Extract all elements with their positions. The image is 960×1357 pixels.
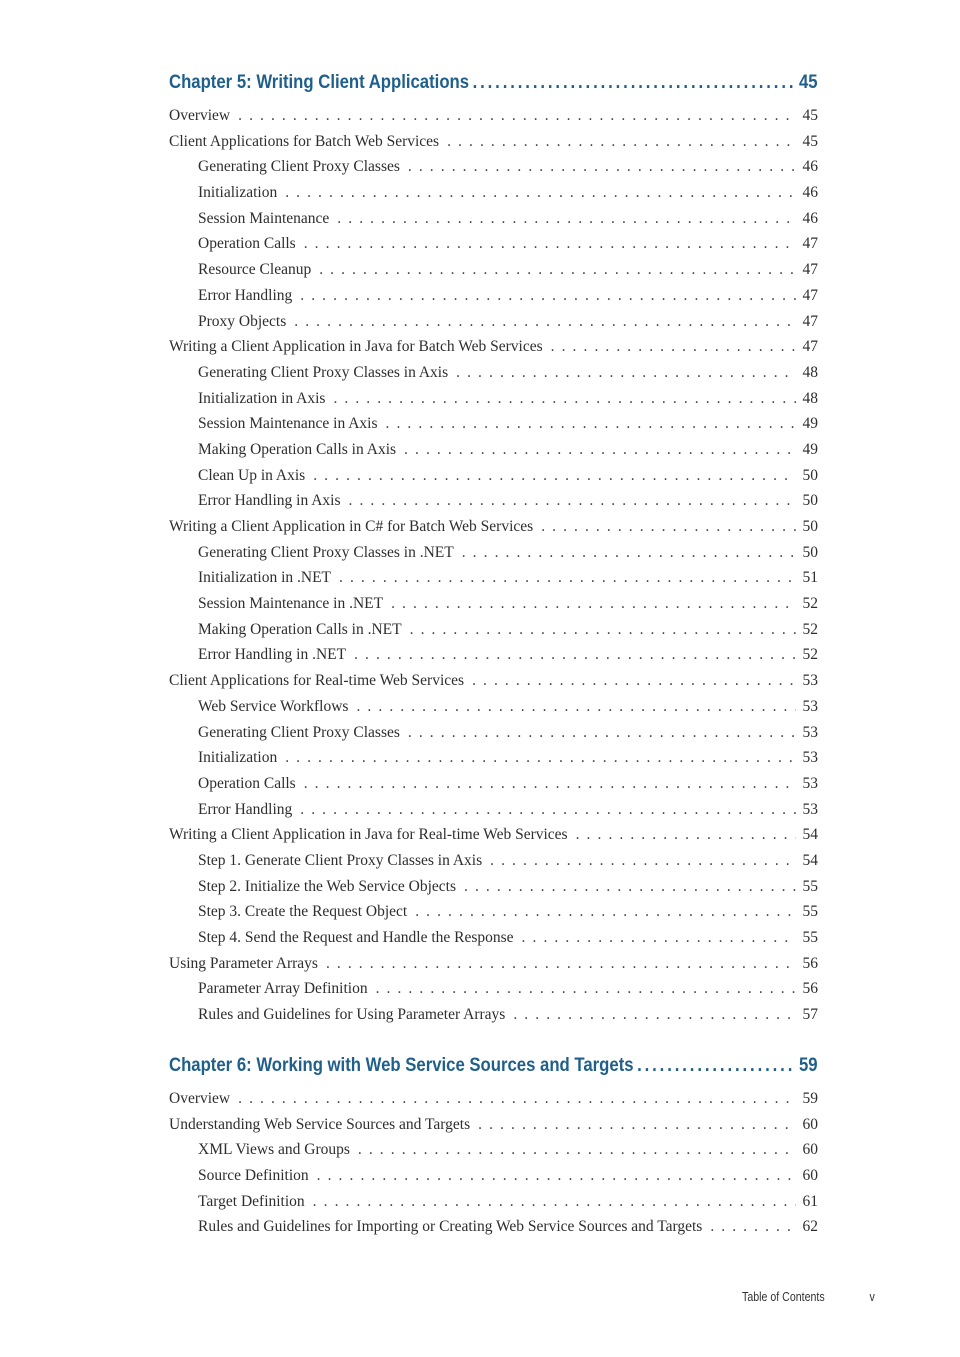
toc-entry[interactable] xyxy=(169,878,818,904)
toc-entry[interactable] xyxy=(169,287,818,313)
toc-entry-label: Initialization xyxy=(198,749,278,767)
dot-leader xyxy=(404,441,796,459)
toc-entry[interactable] xyxy=(169,801,818,827)
dot-leader xyxy=(541,518,796,536)
toc-entry-page: 49 xyxy=(802,440,818,458)
toc-entry-label: Step 3. Create the Request Object xyxy=(198,903,408,921)
dot-leader xyxy=(285,749,796,767)
toc-entry-label: XML Views and Groups xyxy=(198,1141,350,1159)
toc-entry-page: 47 xyxy=(802,261,818,279)
dot-leader xyxy=(408,724,796,742)
toc-entry-label: Making Operation Calls in Axis xyxy=(198,440,397,458)
toc-entry-label: Initialization xyxy=(198,184,278,202)
toc-entry-label: Web Service Workflows xyxy=(198,697,349,715)
toc-entry-page: 59 xyxy=(802,1090,818,1107)
toc-entry-label: Step 4. Send the Request and Handle the Response xyxy=(198,929,514,946)
toc-entry-label: Session Maintenance in Axis xyxy=(198,415,378,433)
dot-leader xyxy=(415,903,796,921)
toc-entry[interactable] xyxy=(169,903,818,929)
toc-entry-page: 52 xyxy=(802,595,818,613)
toc-entry-page: 45 xyxy=(802,132,818,150)
dot-leader xyxy=(317,1167,796,1185)
toc-entry-label: Operation Calls xyxy=(198,235,296,253)
dot-leader xyxy=(408,158,796,176)
toc-entry-label: Error Handling xyxy=(198,286,293,304)
toc-entry-label: Parameter Array Definition xyxy=(198,980,368,998)
toc-entry[interactable] xyxy=(169,826,818,852)
toc-entry[interactable] xyxy=(169,621,818,647)
dot-leader xyxy=(339,569,796,587)
toc-entry-page: 52 xyxy=(802,646,818,664)
toc-entry-label: Using Parameter Arrays xyxy=(169,954,318,972)
toc-entry-label: Operation Calls xyxy=(198,774,296,792)
toc-entry-page: 60 xyxy=(802,1141,818,1159)
toc-entry[interactable] xyxy=(169,646,818,672)
chapter-heading[interactable] xyxy=(169,72,818,94)
dot-leader xyxy=(337,210,796,228)
toc-entry-page: 51 xyxy=(802,569,818,587)
toc-entry[interactable] xyxy=(169,184,818,210)
chapter-5-section xyxy=(169,72,818,1032)
dot-leader xyxy=(522,929,796,947)
toc-entry-page: 47 xyxy=(802,286,818,304)
toc-entry-page: 53 xyxy=(802,800,818,818)
toc-entry-page: 53 xyxy=(802,672,818,690)
toc-entry-page: 56 xyxy=(802,954,818,972)
toc-entry-label: Step 1. Generate Client Proxy Classes in Axis xyxy=(198,851,483,869)
toc-entry-label: Error Handling in Axis xyxy=(198,492,341,510)
toc-entry[interactable] xyxy=(169,313,818,339)
toc-entry[interactable] xyxy=(169,544,818,570)
toc-entry-page: 49 xyxy=(802,415,818,433)
toc-entry[interactable] xyxy=(169,261,818,287)
toc-entry-label: Rules and Guidelines for Importing or Creating Web Service Sources and Targets xyxy=(198,1218,703,1236)
toc-entry[interactable] xyxy=(169,595,818,621)
chapter-5-entries xyxy=(169,107,818,1032)
toc-entry[interactable] xyxy=(169,441,818,467)
dot-leader xyxy=(313,1193,796,1211)
toc-entry[interactable] xyxy=(169,749,818,775)
toc-entry-page: 48 xyxy=(802,363,818,381)
toc-entry-page: 62 xyxy=(802,1218,818,1236)
toc-entry[interactable] xyxy=(169,955,818,981)
toc-entry-label: Target Definition xyxy=(198,1192,305,1210)
toc-entry-page: 55 xyxy=(802,929,818,946)
chapter-heading[interactable] xyxy=(169,1055,818,1077)
dot-leader xyxy=(319,261,796,279)
chapter-page: 45 xyxy=(798,72,818,93)
dot-leader xyxy=(356,698,796,716)
toc-entry[interactable] xyxy=(169,338,818,364)
toc-entry-page: 53 xyxy=(802,697,818,715)
toc-entry-page: 45 xyxy=(802,107,818,124)
dot-leader xyxy=(637,1055,795,1077)
dot-leader xyxy=(285,184,796,202)
toc-entry-page: 57 xyxy=(802,1006,818,1024)
toc-entry-page: 46 xyxy=(802,209,818,227)
toc-entry-page: 60 xyxy=(802,1115,818,1133)
toc-entry-page: 56 xyxy=(802,980,818,998)
dot-leader xyxy=(300,801,796,819)
toc-entry[interactable] xyxy=(169,852,818,878)
toc-entry-page: 61 xyxy=(802,1192,818,1210)
dot-leader xyxy=(238,107,796,125)
toc-entry[interactable] xyxy=(169,1090,818,1116)
toc-entry[interactable] xyxy=(169,390,818,416)
dot-leader xyxy=(313,467,796,485)
toc-entry-page: 50 xyxy=(802,492,818,510)
dot-leader xyxy=(462,544,796,562)
toc-entry[interactable] xyxy=(169,107,818,133)
dot-leader xyxy=(294,313,796,331)
toc-entry[interactable] xyxy=(169,672,818,698)
toc-entry[interactable] xyxy=(169,1006,818,1032)
toc-entry[interactable] xyxy=(169,724,818,750)
toc-entry-page: 50 xyxy=(802,543,818,561)
chapter-title: Chapter 5: Writing Client Applications xyxy=(169,72,470,93)
dot-leader xyxy=(710,1218,796,1236)
dot-leader xyxy=(473,72,796,94)
dot-leader xyxy=(333,390,796,408)
toc-entry[interactable] xyxy=(169,1193,818,1219)
toc-entry-label: Step 2. Initialize the Web Service Objects xyxy=(198,877,457,895)
toc-entry[interactable] xyxy=(169,1218,818,1244)
page-footer xyxy=(742,1290,875,1304)
toc-entry-label: Generating Client Proxy Classes in Axis xyxy=(198,363,449,381)
toc-entry[interactable] xyxy=(169,698,818,724)
dot-leader xyxy=(513,1006,796,1024)
dot-leader xyxy=(304,235,796,253)
footer-page-number: v xyxy=(869,1290,875,1304)
toc-entry[interactable] xyxy=(169,518,818,544)
dot-leader xyxy=(354,646,796,664)
toc-entry-label: Generating Client Proxy Classes xyxy=(198,723,400,741)
dot-leader xyxy=(376,980,796,998)
dot-leader xyxy=(551,338,796,356)
toc-entry-label: Writing a Client Application in Java for Real-time Web Services xyxy=(169,826,568,844)
toc-entry-page: 48 xyxy=(802,389,818,407)
toc-entry[interactable] xyxy=(169,1167,818,1193)
toc-entry[interactable] xyxy=(169,210,818,236)
toc-entry[interactable] xyxy=(169,569,818,595)
toc-entry-page: 55 xyxy=(802,877,818,895)
dot-leader xyxy=(490,852,796,870)
toc-entry-label: Client Applications for Real-time Web Services xyxy=(169,672,465,690)
dot-leader xyxy=(576,826,796,844)
toc-entry-page: 53 xyxy=(802,723,818,741)
toc-entry-label: Generating Client Proxy Classes xyxy=(198,158,400,176)
toc-entry-label: Writing a Client Application in C# for Batch Web Services xyxy=(169,518,534,535)
toc-entry-label: Client Applications for Batch Web Services xyxy=(169,132,440,150)
toc-entry[interactable] xyxy=(169,364,818,390)
toc-entry[interactable] xyxy=(169,1141,818,1167)
toc-entry[interactable] xyxy=(169,158,818,184)
toc-entry-page: 53 xyxy=(802,749,818,767)
toc-entry-page: 50 xyxy=(802,518,818,535)
dot-leader xyxy=(478,1116,796,1134)
dot-leader xyxy=(447,133,796,151)
toc-entry-label: Error Handling xyxy=(198,800,293,818)
dot-leader xyxy=(391,595,796,613)
toc-entry-page: 52 xyxy=(802,620,818,638)
toc-entry-label: Rules and Guidelines for Using Parameter Arrays xyxy=(198,1006,506,1024)
toc-entry-page: 60 xyxy=(802,1167,818,1185)
dot-leader xyxy=(358,1141,796,1159)
chapter-6-section xyxy=(169,1055,818,1244)
toc-entry-page: 47 xyxy=(802,338,818,356)
dot-leader xyxy=(326,955,796,973)
dot-leader xyxy=(304,775,796,793)
toc-entry-page: 54 xyxy=(802,851,818,869)
toc-entry-page: 46 xyxy=(802,184,818,202)
toc-entry-page: 54 xyxy=(802,826,818,844)
toc-entry-page: 46 xyxy=(802,158,818,176)
toc-entry-label: Resource Cleanup xyxy=(198,261,312,279)
toc-entry[interactable] xyxy=(169,775,818,801)
toc-entry[interactable] xyxy=(169,492,818,518)
toc-entry-label: Overview xyxy=(169,107,231,124)
toc-entry-label: Initialization in .NET xyxy=(198,569,332,587)
dot-leader xyxy=(472,672,796,690)
dot-leader xyxy=(386,415,796,433)
toc-entry-label: Session Maintenance in .NET xyxy=(198,595,384,613)
toc-entry-label: Clean Up in Axis xyxy=(198,466,306,484)
toc-entry-label: Writing a Client Application in Java for Batch Web Services xyxy=(169,338,543,356)
toc-entry-label: Generating Client Proxy Classes in .NET xyxy=(198,543,454,561)
chapter-6-entries xyxy=(169,1090,818,1244)
toc-entry-label: Error Handling in .NET xyxy=(198,646,347,664)
toc-entry-label: Session Maintenance xyxy=(198,209,330,227)
dot-leader xyxy=(300,287,796,305)
toc-entry-label: Initialization in Axis xyxy=(198,389,326,407)
chapter-page: 59 xyxy=(798,1055,818,1076)
toc-entry[interactable] xyxy=(169,415,818,441)
toc-entry-label: Making Operation Calls in .NET xyxy=(198,620,402,638)
toc-entry-label: Understanding Web Service Sources and Targets xyxy=(169,1115,471,1133)
toc-entry-page: 53 xyxy=(802,774,818,792)
dot-leader xyxy=(410,621,796,639)
toc-entry-label: Proxy Objects xyxy=(198,312,287,330)
toc-entry-page: 47 xyxy=(802,312,818,330)
toc-entry-label: Overview xyxy=(169,1090,231,1107)
toc-entry-page: 55 xyxy=(802,903,818,921)
toc-entry[interactable] xyxy=(169,1116,818,1142)
toc-entry[interactable] xyxy=(169,980,818,1006)
dot-leader xyxy=(464,878,796,896)
toc-entry-page: 47 xyxy=(802,235,818,253)
dot-leader xyxy=(238,1090,796,1108)
chapter-title: Chapter 6: Working with Web Service Sources and Targets xyxy=(169,1055,634,1076)
toc-entry[interactable] xyxy=(169,133,818,159)
toc-entry[interactable] xyxy=(169,929,818,955)
dot-leader xyxy=(456,364,796,382)
toc-entry[interactable] xyxy=(169,467,818,493)
footer-section-title: Table of Contents xyxy=(742,1290,825,1304)
dot-leader xyxy=(349,492,797,510)
toc-entry-label: Source Definition xyxy=(198,1167,309,1185)
toc-entry[interactable] xyxy=(169,235,818,261)
toc-entry-page: 50 xyxy=(802,466,818,484)
